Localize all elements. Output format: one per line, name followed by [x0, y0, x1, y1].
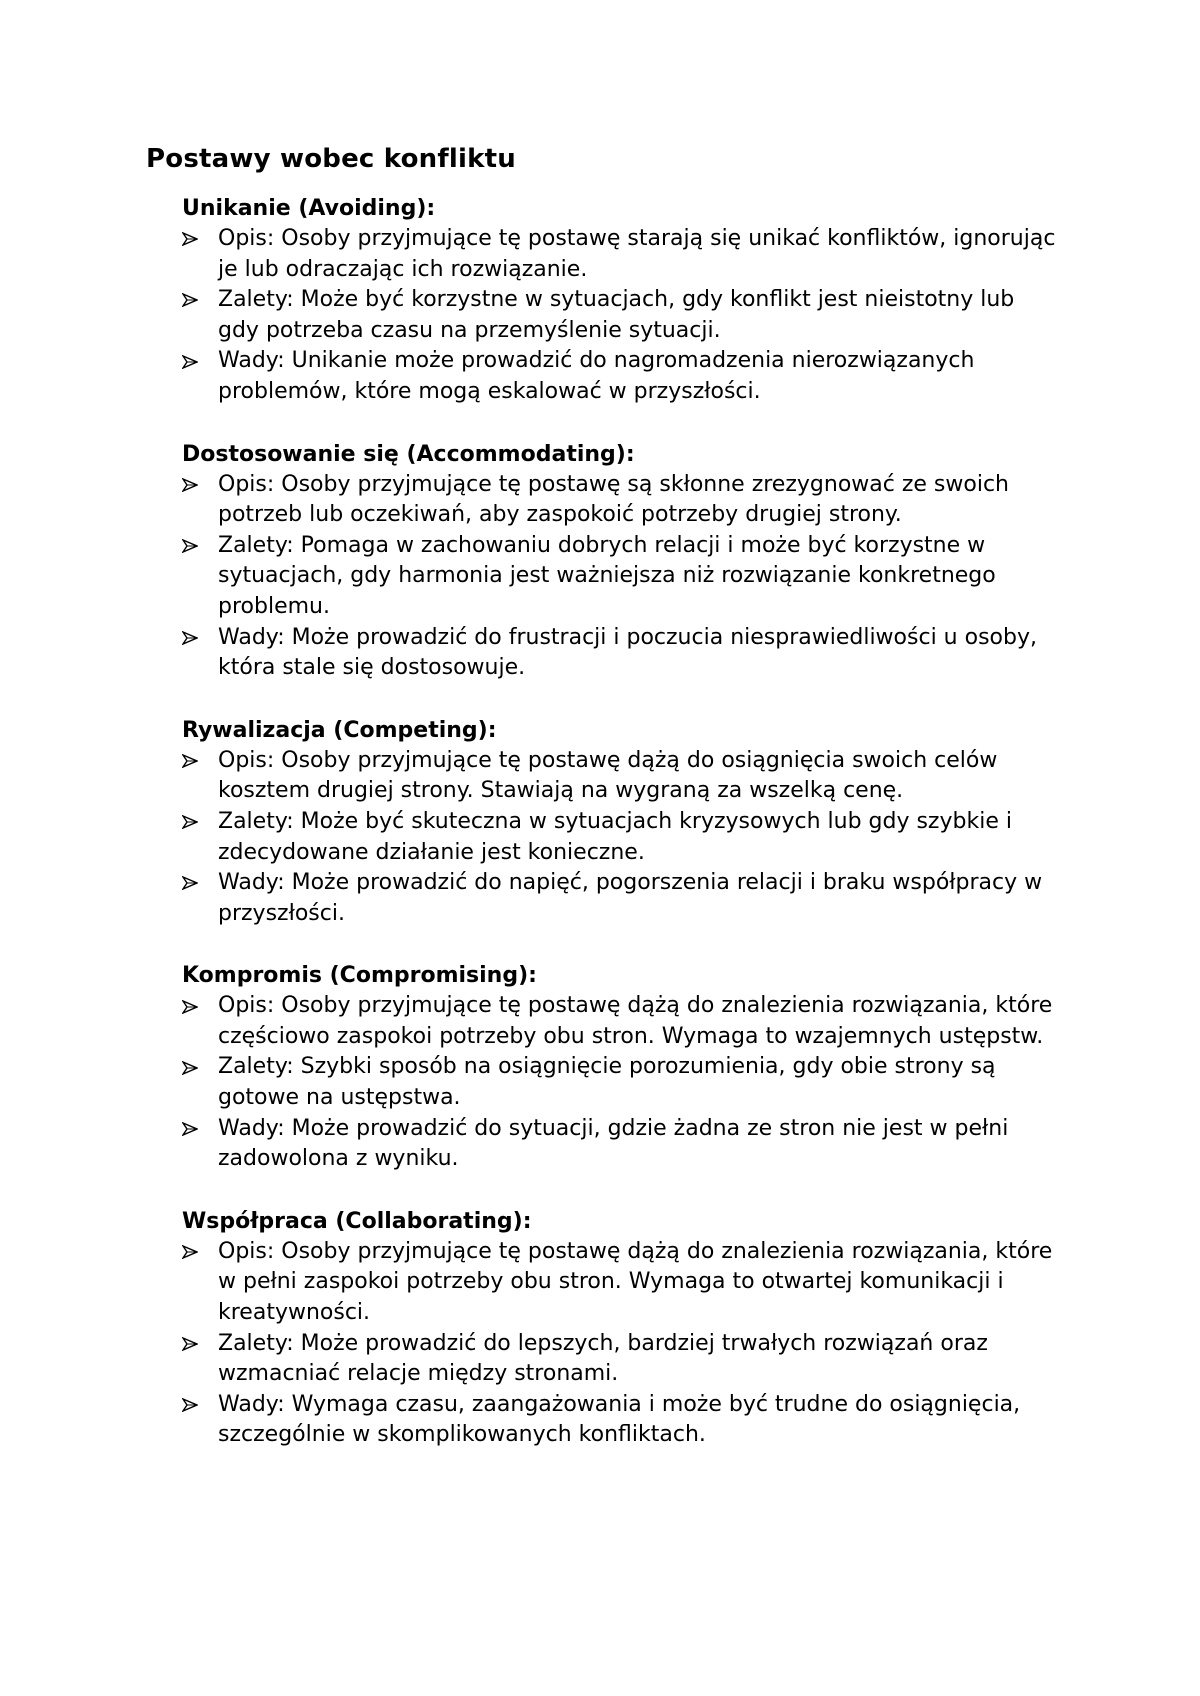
section-heading: Współpraca (Collaborating):	[182, 1208, 532, 1234]
arrowhead-bullet-icon	[182, 868, 218, 899]
section-heading: Unikanie (Avoiding):	[182, 196, 436, 221]
bullet-text: Wady: Może prowadzić do napięć, pogorszenia relacji i braku współpracy w przyszłości.	[218, 870, 1043, 926]
arrowhead-bullet-icon	[182, 746, 218, 777]
arrowhead-bullet-icon	[182, 1237, 218, 1268]
document-title: Postawy wobec konfliktu	[146, 144, 516, 174]
bullet-text: Zalety: Może prowadzić do lepszych, bardziej trwałych rozwiązań oraz wzmacniać relacje między stronami.	[218, 1330, 988, 1387]
section-heading: Rywalizacja (Competing):	[182, 717, 497, 743]
bullet-text: Wady: Wymaga czasu, zaangażowania i może być trudne do osiągnięcia, szczególnie w skomplikowanych konfliktach.	[218, 1391, 1021, 1448]
bullet-list	[182, 1237, 1062, 1451]
bullet-item	[182, 623, 1062, 684]
bullet-text: Wady: Unikanie może prowadzić do nagromadzenia nierozwiązanych problemów, które mogą eskalować w przyszłości.	[218, 348, 975, 404]
arrowhead-bullet-icon	[182, 1114, 218, 1145]
bullet-text: Zalety: Może być korzystne w sytuacjach, gdy konflikt jest nieistotny lub gdy potrzeba czasu na przemyślenie sytuacji.	[218, 287, 1015, 343]
arrowhead-bullet-icon	[182, 531, 218, 562]
bullet-item	[182, 1052, 1062, 1113]
section	[182, 1206, 1062, 1451]
bullet-item	[182, 1390, 1062, 1451]
bullet-item	[182, 531, 1062, 623]
section	[182, 193, 1062, 408]
bullet-list	[182, 470, 1062, 684]
bullet-item	[182, 224, 1062, 285]
bullet-text: Wady: Może prowadzić do sytuacji, gdzie żadna ze stron nie jest w pełni zadowolona z wyniku.	[218, 1115, 1009, 1172]
bullet-text: Zalety: Szybki sposób na osiągnięcie porozumienia, gdy obie strony są gotowe na ustępstwa.	[218, 1054, 996, 1111]
bullet-item	[182, 285, 1062, 346]
section	[182, 715, 1062, 930]
arrowhead-bullet-icon	[182, 470, 218, 501]
bullet-text: Opis: Osoby przyjmujące tę postawę dążą do znalezienia rozwiązania, które w pełni zaspokoi potrzeby obu stron. Wymaga to otwartej komunikacji i kreatywności.	[218, 1238, 1053, 1326]
bullet-text: Opis: Osoby przyjmujące tę postawę są skłonne zrezygnować ze swoich potrzeb lub oczekiwań, aby zaspokoić potrzeby drugiej strony.	[218, 471, 1009, 528]
arrowhead-bullet-icon	[182, 346, 218, 377]
bullet-text: Opis: Osoby przyjmujące tę postawę dążą do osiągnięcia swoich celów kosztem drugiej strony. Stawiają na wygraną za wszelką cenę.	[218, 747, 998, 804]
arrowhead-bullet-icon	[182, 224, 218, 255]
bullet-text: Zalety: Pomaga w zachowaniu dobrych relacji i może być korzystne w sytuacjach, gdy harmonia jest ważniejsza niż rozwiązanie konkretnego problemu.	[218, 532, 996, 619]
arrowhead-bullet-icon	[182, 1390, 218, 1421]
bullet-item	[182, 346, 1062, 407]
bullet-list	[182, 224, 1062, 408]
bullet-list	[182, 746, 1062, 930]
bullet-item	[182, 1114, 1062, 1175]
arrowhead-bullet-icon	[182, 623, 218, 654]
bullet-text: Opis: Osoby przyjmujące tę postawę dążą do znalezienia rozwiązania, które częściowo zaspokoi potrzeby obu stron. Wymaga to wzajemnych ustępstw.	[218, 993, 1053, 1049]
bullet-item	[182, 470, 1062, 531]
arrowhead-bullet-icon	[182, 807, 218, 838]
bullet-item	[182, 807, 1062, 868]
bullet-item	[182, 991, 1062, 1052]
arrowhead-bullet-icon	[182, 1052, 218, 1083]
bullet-item	[182, 746, 1062, 807]
arrowhead-bullet-icon	[182, 991, 218, 1022]
arrowhead-bullet-icon	[182, 285, 218, 316]
bullet-text: Zalety: Może być skuteczna w sytuacjach kryzysowych lub gdy szybkie i zdecydowane działanie jest konieczne.	[218, 808, 1012, 865]
section-heading: Kompromis (Compromising):	[182, 963, 537, 989]
sections-container	[182, 193, 1062, 1482]
bullet-text: Opis: Osoby przyjmujące tę postawę starają się unikać konfliktów, ignorując je lub odraczając ich rozwiązanie.	[218, 226, 1056, 282]
arrowhead-bullet-icon	[182, 1329, 218, 1360]
section	[182, 439, 1062, 684]
bullet-item	[182, 1237, 1062, 1329]
bullet-item	[182, 868, 1062, 929]
bullet-list	[182, 991, 1062, 1175]
bullet-item	[182, 1329, 1062, 1390]
section	[182, 960, 1062, 1175]
bullet-text: Wady: Może prowadzić do frustracji i poczucia niesprawiedliwości u osoby, która stale się dostosowuje.	[218, 624, 1037, 681]
section-heading: Dostosowanie się (Accommodating):	[182, 441, 635, 467]
